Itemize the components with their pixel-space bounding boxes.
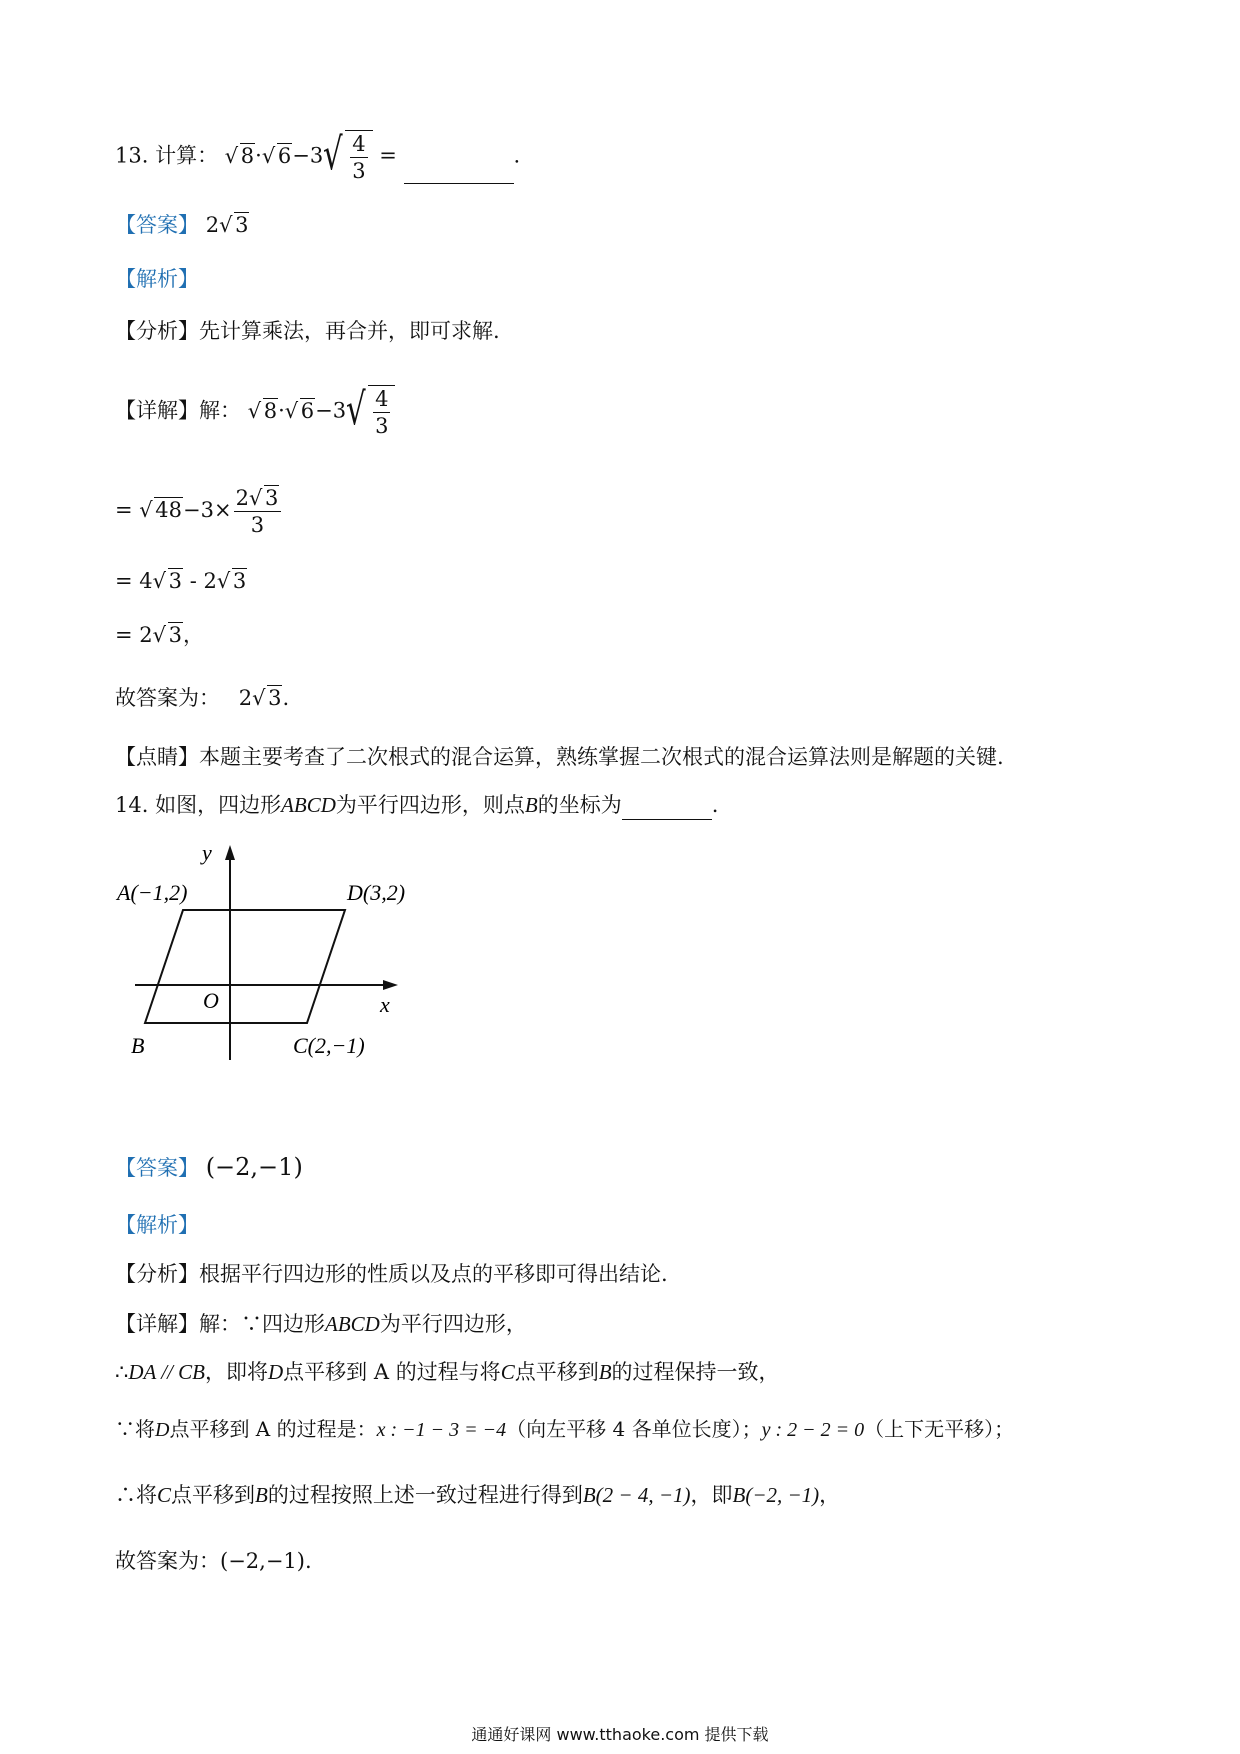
q13-line: 13. 计算： √ 8·√ 6−3 √ $\frac{4}{3}$ = . <box>115 130 520 184</box>
step2-line: = 4√ 3 - 2√ 3 <box>115 566 247 596</box>
xiangjie14-line4: ∴将C点平移到B的过程按照上述一致过程进行得到B(2 − 4, −1)，即B(−2, −1)， <box>115 1483 841 1507</box>
origin-label: O <box>203 988 219 1013</box>
q14-line: 14. 如图，四边形ABCD为平行四边形，则点B的坐标为 . <box>115 790 718 820</box>
xiangjie14-line2: ∴DA // CB，即将D点平移到 A 的过程与将C点平移到B的过程保持一致， <box>115 1360 780 1384</box>
point-a-label: A(−1,2) <box>117 880 188 905</box>
point-c-label: C(2,−1) <box>293 1033 365 1058</box>
final13-line: 故答案为： 2√ 3. <box>115 683 289 713</box>
final14-line: 故答案为：(−2,−1). <box>115 1549 312 1573</box>
y-axis-arrow <box>225 845 235 860</box>
parallelogram-abcd <box>145 910 345 1023</box>
sqrt-6: √ 6 <box>262 141 292 171</box>
jiexi13-line <box>115 264 199 294</box>
page-footer: 通通好课网 www.tthaoke.com 提供下载 <box>471 1725 769 1744</box>
xiangjie14-line1: 【详解】解：∵四边形ABCD为平行四边形， <box>115 1312 527 1336</box>
step1-line: = √ 48−3× $\frac{2√ 3}{3}$ <box>115 485 283 538</box>
ans13-line: 【答案】 2√ 3 <box>115 210 249 240</box>
q13-label: 计算： <box>155 143 219 168</box>
dianjing13-line: 【点睛】本题主要考查了二次根式的混合运算，熟练掌握二次根式的混合运算法则是解题的关键. <box>115 745 1004 769</box>
xiangjie14-line3: ∵将D点平移到 A 的过程是：x : −1 − 3 = −4（向左平移 4 各单位长度）；y : 2 − 2 = 0（上下无平移）； <box>115 1417 1015 1441</box>
answer-blank <box>622 797 712 820</box>
fenxi13-line: 【分析】先计算乘法，再合并，即可求解. <box>115 319 500 343</box>
fenxi14-line: 【分析】根据平行四边形的性质以及点的平移即可得出结论. <box>115 1262 668 1286</box>
answer-tag: 【答案】 <box>115 213 199 237</box>
sqrt-4-over-3: √ $\frac{4}{3}$ <box>323 130 372 184</box>
sqrt-8: √ 8 <box>225 141 255 171</box>
y-axis-label: y <box>202 840 212 865</box>
x-axis-arrow <box>383 980 398 990</box>
x-axis-label: x <box>380 992 390 1017</box>
point-d-label: D(3,2) <box>347 880 406 905</box>
jiexi14-line: 【解析】 <box>115 1213 199 1237</box>
analysis-tag: 【解析】 <box>115 267 199 291</box>
point-b-label: B <box>131 1033 145 1058</box>
parallelogram-figure <box>115 838 445 1068</box>
step3-line: = 2√ 3， <box>115 620 204 650</box>
xiangjie13-line: 【详解】解： √ 8·√ 6−3 √ $\frac{4}{3}$ <box>115 385 395 439</box>
ans14-line: 【答案】 (−2,−1) <box>115 1153 303 1181</box>
q13-number: 13. <box>115 143 149 168</box>
answer-blank <box>404 161 514 184</box>
